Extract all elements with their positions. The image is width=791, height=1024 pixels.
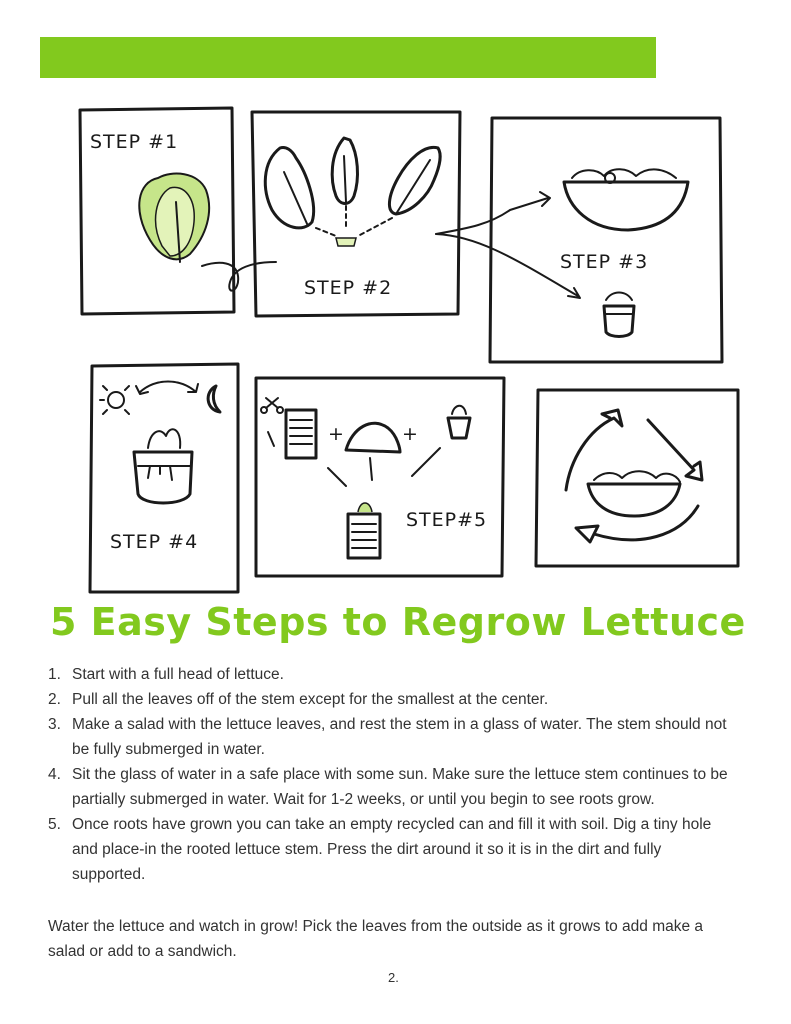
- step-2-label: STEP #2: [304, 277, 393, 299]
- step-number: 3.: [48, 716, 61, 733]
- step-4-label: STEP #4: [110, 531, 199, 553]
- step-number: 5.: [48, 816, 61, 833]
- moon-icon: [208, 386, 220, 412]
- step-number: 2.: [48, 691, 61, 708]
- list-item: [48, 662, 738, 687]
- steps-list: [48, 662, 738, 887]
- panel-step-2: [252, 112, 460, 316]
- salad-bowl-icon: [588, 471, 680, 516]
- list-item: [48, 812, 738, 887]
- plus-sign: +: [328, 423, 345, 445]
- step-1-label: STEP #1: [90, 131, 179, 153]
- can-icon: [286, 410, 316, 458]
- list-item: [48, 762, 738, 812]
- plus-sign: +: [402, 423, 419, 445]
- step-text: Once roots have grown you can take an empty recycled can and fill it with soil. Dig a tiny hole and place-in the rooted lettuce stem. Press the dirt around it so it is in the dirt and fully supported.: [72, 816, 712, 883]
- step-number: 1.: [48, 666, 61, 683]
- water-glass-icon: [604, 293, 634, 337]
- page-title: 5 Easy Steps to Regrow Lettuce: [50, 600, 746, 644]
- salad-bowl-icon: [564, 169, 688, 230]
- day-night-arrow: [136, 382, 198, 395]
- list-item: [48, 687, 738, 712]
- step-text: Make a salad with the lettuce leaves, and rest the stem in a glass of water. The stem should not be fully submerged in water.: [72, 716, 727, 758]
- step-number: 4.: [48, 766, 61, 783]
- step-5-label: STEP#5: [406, 509, 488, 531]
- lettuce-stem-icon: [448, 406, 470, 438]
- panel-recycle: [536, 390, 738, 566]
- arrows-to-can: [328, 448, 440, 486]
- water-glass-icon: [134, 429, 192, 503]
- can-icon: [348, 503, 380, 558]
- scissors-icon: [261, 398, 283, 446]
- sun-icon: [100, 386, 129, 414]
- lettuce-head-icon: [139, 174, 209, 262]
- page-number: 2.: [388, 970, 399, 985]
- step-text: Pull all the leaves off of the stem except for the smallest at the center.: [72, 691, 549, 708]
- lettuce-leaf-icon: [265, 147, 313, 227]
- panel-step-4: [90, 364, 238, 592]
- arrow-step-1-to-2: [202, 262, 276, 291]
- panel-step-3: [490, 118, 722, 362]
- lettuce-leaf-icon: [332, 138, 357, 204]
- step-3-label: STEP #3: [560, 251, 649, 273]
- step-text: Start with a full head of lettuce.: [72, 666, 284, 683]
- panel-step-1: [80, 108, 276, 314]
- panel-step-5: [256, 378, 504, 576]
- lettuce-leaf-icon: [389, 147, 440, 214]
- lettuce-stem-icon: [336, 238, 356, 246]
- step-text: Sit the glass of water in a safe place with some sun. Make sure the lettuce stem continues to be partially submerged in water. Wait for 1-2 weeks, or until you begin to see roots grow.: [72, 766, 728, 808]
- list-item: [48, 712, 738, 762]
- recycle-arrows-icon: [566, 410, 702, 542]
- arrow-to-bowl: [436, 192, 550, 234]
- closing-paragraph: Water the lettuce and watch in grow! Pick the leaves from the outside as it grows to add make a salad or add to a sandwich.: [48, 918, 704, 960]
- soil-icon: [346, 423, 400, 452]
